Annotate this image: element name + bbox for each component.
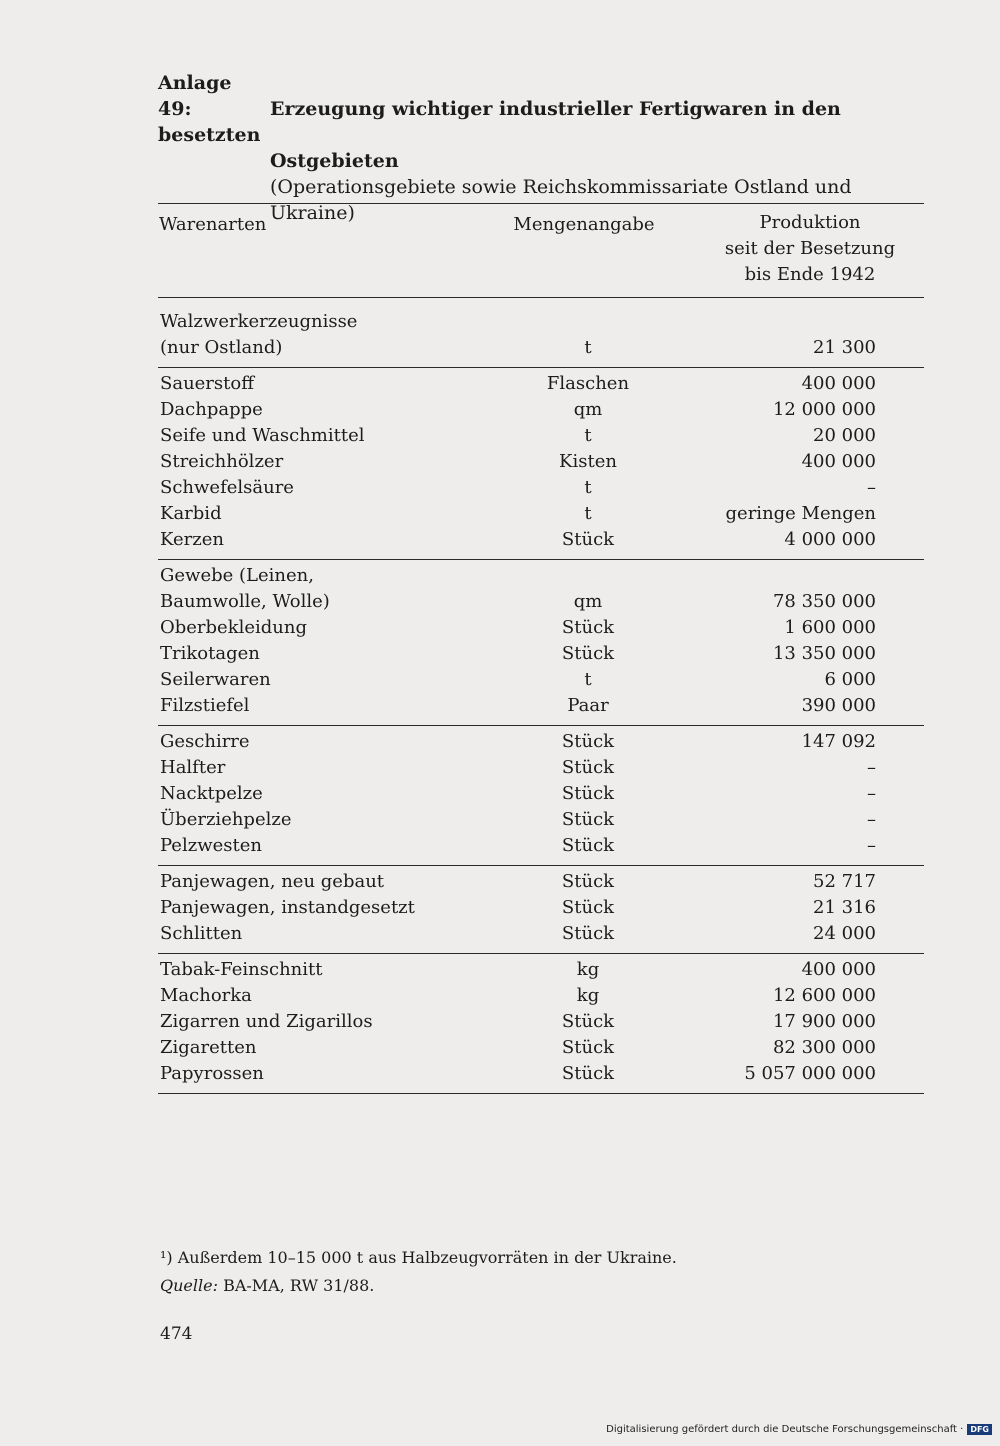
dfg-notice-text: Digitalisierung gefördert durch die Deutsche Forschungsgemeinschaft · (606, 1424, 964, 1435)
title-line-2: Ostgebieten (270, 150, 399, 172)
cell-produktion (686, 309, 924, 335)
title-line-1 (158, 70, 888, 148)
cell-warenart: Machorka (160, 985, 252, 1006)
cell-mengenangabe: Stück (561, 1011, 615, 1032)
table-row (158, 563, 924, 589)
cell-warenart: Geschirre (160, 731, 250, 752)
cell-mengenangabe: Stück (561, 617, 615, 638)
header-produktion (700, 210, 920, 288)
table-row (158, 501, 924, 527)
cell-warenart: Halfter (160, 757, 226, 778)
cell-produktion: 390 000 (801, 695, 876, 716)
cell-mengenangabe: Stück (561, 731, 615, 752)
cell-produktion (686, 563, 924, 589)
cell-produktion: 400 000 (801, 959, 876, 980)
cell-mengenangabe: Stück (561, 643, 615, 664)
table-row (158, 781, 924, 807)
table-body (158, 306, 924, 1094)
cell-warenart: Trikotagen (160, 643, 260, 664)
cell-warenart: Tabak-Feinschnitt (160, 959, 323, 980)
cell-produktion: 1 600 000 (784, 617, 876, 638)
appendix-label: Anlage 49: (158, 72, 232, 120)
cell-produktion: 82 300 000 (772, 1037, 876, 1058)
cell-produktion: 20 000 (813, 425, 876, 446)
header-warenarten: Warenarten (159, 214, 267, 235)
dfg-notice (606, 1424, 992, 1435)
title-text-1: Erzeugung wichtiger industrieller Fertigwaren in den besetzten (158, 98, 841, 146)
header-produktion-line-3: bis Ende 1942 (744, 264, 876, 285)
table-row (158, 527, 924, 553)
cell-produktion: 5 057 000 000 (744, 1063, 876, 1084)
cell-mengenangabe: Stück (561, 529, 615, 550)
dfg-logo: DFG (967, 1424, 992, 1435)
cell-produktion: – (867, 757, 876, 778)
cell-warenart: Seilerwaren (160, 669, 271, 690)
cell-produktion: 21 300 (813, 337, 876, 358)
table-row (158, 667, 924, 693)
cell-mengenangabe: Stück (561, 1063, 615, 1084)
table-row (158, 693, 924, 719)
table-top-rule (158, 203, 924, 204)
header-bottom-rule (158, 297, 924, 298)
cell-produktion: 400 000 (801, 373, 876, 394)
cell-mengenangabe (490, 563, 686, 589)
source-text: BA-MA, RW 31/88. (223, 1276, 375, 1295)
cell-mengenangabe: t (584, 425, 592, 446)
cell-produktion: – (867, 835, 876, 856)
table-row (158, 371, 924, 397)
cell-produktion: 147 092 (801, 731, 876, 752)
cell-mengenangabe: Paar (567, 695, 609, 716)
table-row (158, 921, 924, 947)
table-row (158, 589, 924, 615)
cell-warenart: Filzstiefel (160, 695, 250, 716)
cell-warenart: Panjewagen, instandgesetzt (160, 897, 415, 918)
table-row (158, 397, 924, 423)
cell-mengenangabe: qm (573, 591, 603, 612)
cell-mengenangabe: Stück (561, 809, 615, 830)
table-row (158, 1035, 924, 1061)
cell-warenart: Papyrossen (160, 1063, 264, 1084)
cell-mengenangabe: kg (576, 959, 600, 980)
source-line (160, 1272, 677, 1300)
footnote-block (160, 1244, 677, 1300)
cell-warenart: Seife und Waschmittel (160, 425, 365, 446)
cell-mengenangabe: qm (573, 399, 603, 420)
subtitle-line-2: Ukraine) (270, 202, 355, 224)
table-group (158, 726, 924, 866)
cell-mengenangabe: Stück (561, 871, 615, 892)
footnote-text: ¹) Außerdem 10–15 000 t aus Halbzeugvorräten in der Ukraine. (160, 1248, 677, 1267)
cell-produktion: – (867, 783, 876, 804)
page-number: 474 (160, 1324, 193, 1344)
cell-warenart: Streichhölzer (160, 451, 284, 472)
table-row (158, 983, 924, 1009)
cell-warenart: Oberbekleidung (160, 617, 308, 638)
header-produktion-line-1: Produktion (759, 212, 861, 233)
cell-produktion: 21 316 (813, 897, 876, 918)
cell-produktion: 400 000 (801, 451, 876, 472)
table-row (158, 729, 924, 755)
cell-warenart: Zigarren und Zigarillos (160, 1011, 373, 1032)
cell-produktion: – (867, 477, 876, 498)
table-row (158, 335, 924, 361)
cell-mengenangabe: Stück (561, 757, 615, 778)
header-produktion-line-2: seit der Besetzung (724, 238, 896, 259)
table-row (158, 869, 924, 895)
table-row (158, 641, 924, 667)
cell-produktion: 12 600 000 (772, 985, 876, 1006)
cell-produktion: 13 350 000 (772, 643, 876, 664)
cell-warenart: Panjewagen, neu gebaut (160, 871, 385, 892)
cell-mengenangabe: t (584, 477, 592, 498)
cell-produktion: 24 000 (813, 923, 876, 944)
table-row (158, 615, 924, 641)
cell-mengenangabe: Kisten (559, 451, 617, 472)
cell-warenart: (nur Ostland) (160, 337, 283, 358)
table-row (158, 309, 924, 335)
cell-mengenangabe: t (584, 669, 592, 690)
table-group (158, 306, 924, 368)
cell-warenart: Schwefelsäure (160, 477, 294, 498)
cell-mengenangabe: Stück (561, 897, 615, 918)
table-row (158, 895, 924, 921)
table-row (158, 475, 924, 501)
table-row (158, 449, 924, 475)
table-group (158, 954, 924, 1094)
cell-warenart: Zigaretten (160, 1037, 257, 1058)
cell-warenart: Nacktpelze (160, 783, 263, 804)
cell-mengenangabe: t (584, 503, 592, 524)
source-label: Quelle: (160, 1276, 218, 1295)
cell-warenart: Schlitten (160, 923, 243, 944)
table-group (158, 368, 924, 560)
subtitle-line-1: (Operationsgebiete sowie Reichskommissariate Ostland und (270, 176, 852, 198)
table-row (158, 755, 924, 781)
table-row (158, 1061, 924, 1087)
cell-mengenangabe: Stück (561, 923, 615, 944)
cell-warenart: Pelzwesten (160, 835, 262, 856)
cell-produktion: – (867, 809, 876, 830)
table-row (158, 833, 924, 859)
cell-mengenangabe: Stück (561, 1037, 615, 1058)
cell-produktion: 6 000 (824, 669, 876, 690)
cell-mengenangabe: t (584, 337, 592, 358)
table-row (158, 1009, 924, 1035)
table-row (158, 957, 924, 983)
cell-mengenangabe: Stück (561, 835, 615, 856)
cell-mengenangabe: kg (576, 985, 600, 1006)
cell-produktion: 78 350 000 (772, 591, 876, 612)
cell-mengenangabe (490, 309, 686, 335)
cell-warenart: Gewebe (Leinen, (160, 565, 314, 586)
cell-warenart: Kerzen (160, 529, 224, 550)
cell-mengenangabe: Flaschen (546, 373, 630, 394)
table-group (158, 866, 924, 954)
table-row (158, 423, 924, 449)
cell-warenart: Baumwolle, Wolle) (160, 591, 330, 612)
table-group (158, 560, 924, 726)
cell-warenart: Walzwerkerzeugnisse (160, 311, 358, 332)
cell-warenart: Überziehpelze (160, 809, 292, 830)
cell-warenart: Sauerstoff (160, 373, 255, 394)
cell-produktion: 17 900 000 (772, 1011, 876, 1032)
cell-produktion: 52 717 (813, 871, 876, 892)
table-row (158, 807, 924, 833)
cell-produktion: 12 000 000 (772, 399, 876, 420)
cell-produktion: geringe Mengen (725, 503, 876, 524)
cell-produktion: 4 000 000 (784, 529, 876, 550)
cell-mengenangabe: Stück (561, 783, 615, 804)
cell-warenart: Dachpappe (160, 399, 263, 420)
header-mengenangabe: Mengenangabe (513, 214, 655, 235)
cell-warenart: Karbid (160, 503, 222, 524)
